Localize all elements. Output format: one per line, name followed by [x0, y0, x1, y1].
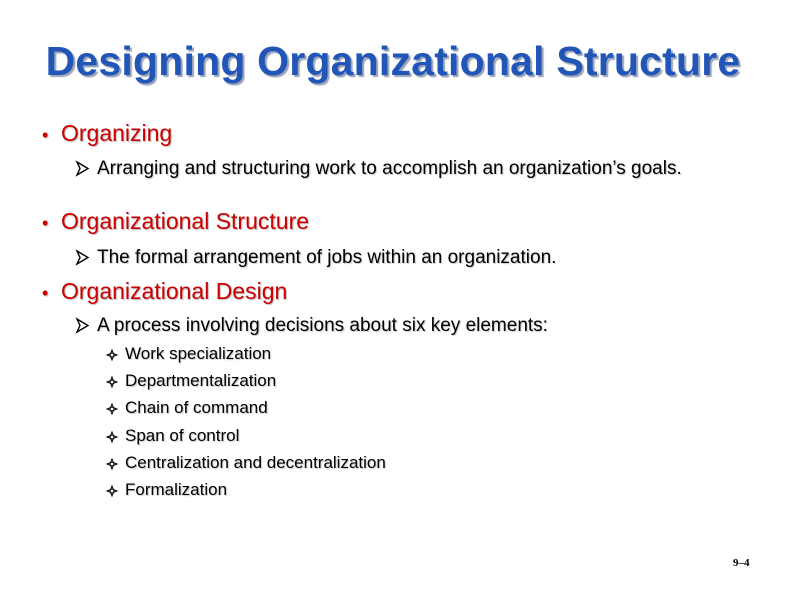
element-item — [106, 371, 276, 391]
sub-bullet-structure-definition — [74, 247, 734, 268]
sub-bullet-text: The formal arrangement of jobs within an organization. — [97, 247, 557, 268]
bullet-dot-icon: • — [42, 125, 49, 145]
element-text: Chain of command — [125, 398, 268, 417]
diamond-bullet-icon — [106, 431, 125, 443]
element-text: Work specialization — [125, 344, 272, 363]
sub-bullet-text: A process involving decisions about six key elements: — [97, 315, 548, 336]
element-text: Formalization — [125, 480, 228, 499]
element-item — [106, 344, 271, 364]
diamond-bullet-icon — [106, 349, 125, 361]
sub-bullet-design-definition — [74, 315, 734, 336]
diamond-bullet-icon — [106, 376, 125, 388]
element-item — [106, 480, 227, 500]
element-text: Centralization and decentralization — [125, 453, 386, 472]
diamond-bullet-icon — [106, 485, 125, 497]
arrow-bullet-icon — [74, 315, 92, 336]
bullet-heading: Organizing — [61, 120, 173, 146]
bullet-dot-icon: • — [42, 283, 49, 303]
element-text: Departmentalization — [125, 371, 277, 390]
bullet-organizing — [42, 120, 172, 147]
bullet-heading: Organizational Design — [61, 278, 288, 304]
bullet-dot-icon: • — [42, 213, 49, 233]
element-item — [106, 453, 386, 473]
sub-bullet-text: Arranging and structuring work to accomplish an organization’s goals. — [97, 158, 682, 179]
element-text: Span of control — [125, 426, 240, 445]
bullet-heading: Organizational Structure — [61, 208, 310, 234]
slide-title: Designing Organizational Structure — [45, 38, 741, 84]
arrow-bullet-icon — [74, 247, 92, 268]
arrow-bullet-icon — [74, 158, 92, 179]
sub-bullet-organizing-definition — [74, 158, 734, 179]
element-item — [106, 398, 268, 418]
page-number: 9–4 — [733, 557, 750, 569]
diamond-bullet-icon — [106, 458, 125, 470]
bullet-organizational-structure — [42, 208, 309, 235]
bullet-organizational-design — [42, 278, 287, 305]
diamond-bullet-icon — [106, 403, 125, 415]
element-item — [106, 426, 239, 446]
